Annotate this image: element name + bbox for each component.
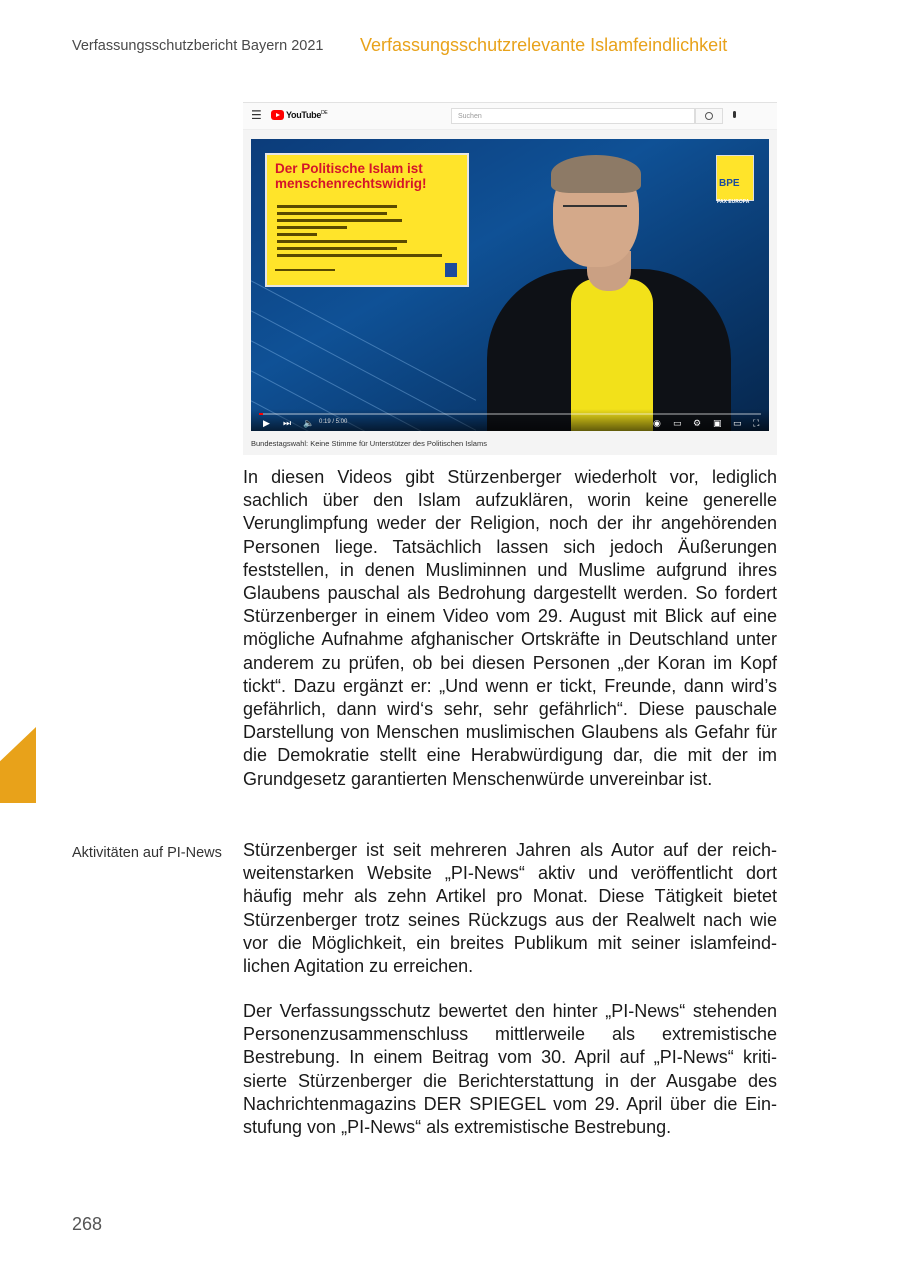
youtube-topbar — [243, 103, 777, 130]
settings-icon[interactable]: ⚙ — [693, 418, 702, 428]
running-header-title: Verfassungsschutzbericht Bayern 2021 — [72, 38, 324, 54]
page-number: 268 — [72, 1214, 103, 1234]
microphone-icon — [733, 111, 736, 118]
search-icon — [695, 108, 723, 124]
poster-graphic — [265, 153, 469, 287]
volume-icon[interactable]: 🔈 — [303, 418, 315, 428]
next-icon[interactable]: ⏭ — [283, 418, 292, 428]
running-header-chapter: Verfassungsschutzrelevante Islamfeindlichkeit — [360, 35, 728, 55]
bpe-logo-subtitle: PAX EUROPA — [717, 199, 750, 205]
search-input: Suchen — [451, 108, 695, 124]
video-frame — [251, 139, 769, 431]
theater-icon[interactable]: ▭ — [733, 418, 742, 428]
youtube-logo-text: YouTube$^{DE}$ — [286, 110, 328, 120]
video-screenshot — [243, 102, 777, 455]
autoplay-icon[interactable]: ◉ — [653, 418, 661, 428]
fullscreen-icon[interactable]: ⛶ — [753, 418, 760, 428]
progress-bar[interactable] — [259, 413, 761, 415]
poster-title: Der Politische Islam ist menschenrechtswidrig! — [275, 161, 427, 191]
play-icon[interactable]: ▶ — [263, 418, 270, 428]
paragraph-3: Der Verfassungsschutz bewertet den hinter „PI-News“ stehenden Personenzusammenschluss mittlerweile als extremistische Bestrebung. In einem Beitrag vom 30. April auf „PI-News“ kritisierte Stürzenberger die Berichterstattung in der Ausgabe des Nachrichtenmagazins DER SPIEGEL vom 29. April über die Einstufung von „PI-News“ als extremistische Bestrebung. — [243, 1001, 777, 1138]
video-controls — [251, 409, 769, 431]
miniplayer-icon[interactable]: ▣ — [713, 418, 722, 428]
bpe-logo: BPE — [716, 155, 754, 201]
paragraph-2: Stürzenberger ist seit mehreren Jahren als Autor auf der reichweitenstarken Website „PI-News“ aktiv und veröffentlicht dort häufig mehr als zehn Artikel pro Monat. Diese Tätigkeit bietet Stürzenberger trotz seines Rückzugs aus der Realwelt nach wie vor die Möglichkeit, ein breites Publikum mit seiner islamfeindlichen Agitation zu erreichen. — [243, 840, 777, 977]
time-display: 0:19 / 5:00 — [319, 419, 348, 425]
margin-note: Aktivitäten auf PI-News — [72, 845, 222, 861]
youtube-logo-icon — [271, 110, 284, 120]
subtitles-icon[interactable]: ▭ — [673, 418, 682, 428]
accent-tab — [0, 727, 36, 803]
video-caption: Bundestagswahl: Keine Stimme für Unterstützer des Politischen Islams — [251, 439, 487, 448]
paragraph-1: In diesen Videos gibt Stürzenberger wiederholt vor, lediglich sachlich über den Islam aufzuklären, worin keine generelle Verunglimpfung weder der Religion, noch der ihr angehörenden Personen liege. Tatsächlich lassen sich jedoch Äußerungen feststellen, in denen Musliminnen und Muslime aufgrund ihres Glaubens pauschal als Bedrohung dargestellt werden. So fordert Stürzenberger in einem Video vom 29. August mit Blick auf eine mögliche Aufnahme afghanischer Ortskräfte in Deutschland unter anderem zu prüfen, ob bei diesen Personen „der Koran im Kopf tickt“. Dazu ergänzt er: „Und wenn er tickt, Freunde, dann wird’s gefährlich, dann wird‘s sehr, sehr gefährlich“. Diese pauschale Darstellung von Menschen muslimischen Glaubens als Gefahr für die Demokratie stellt eine Herabwürdigung dar, die mit der im Grundgesetz garantierten Menschenwürde unvereinbar ist. — [243, 467, 777, 789]
poster-logo-icon — [445, 263, 457, 277]
hamburger-menu-icon: ☰ — [251, 108, 262, 122]
